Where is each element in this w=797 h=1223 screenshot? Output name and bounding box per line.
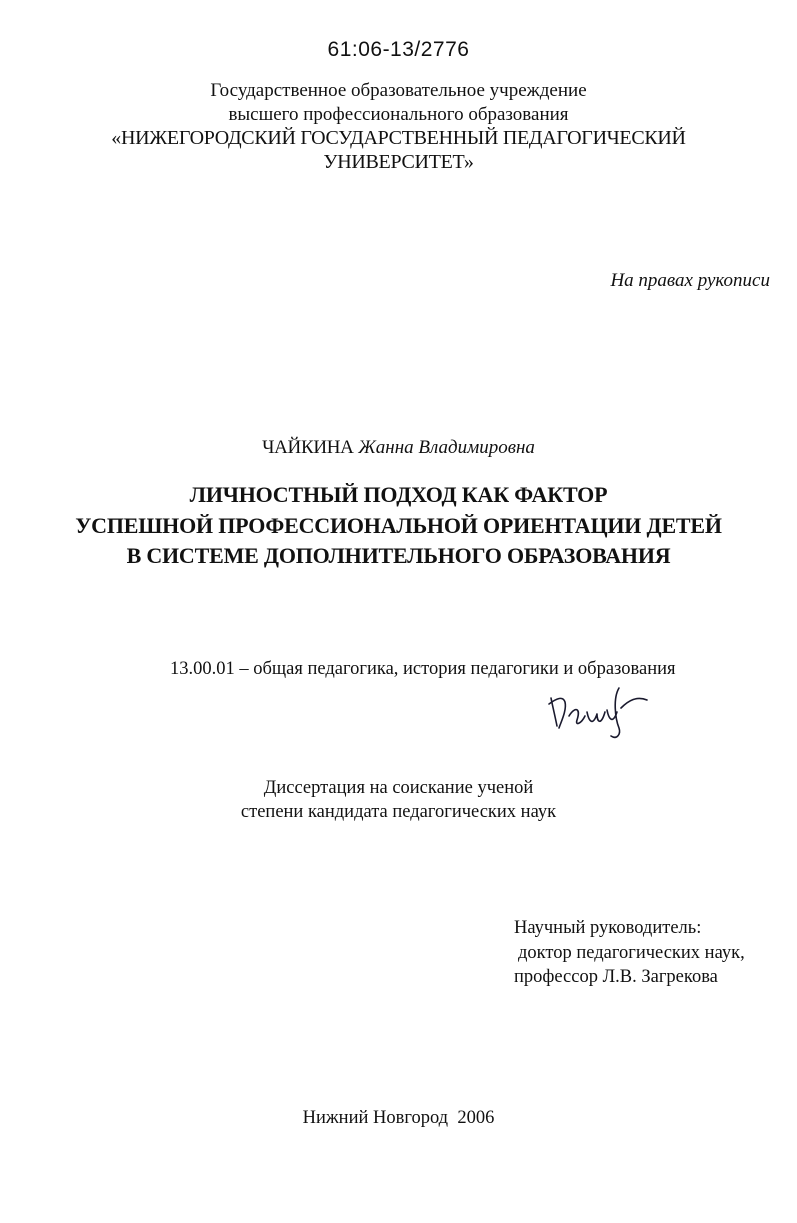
supervisor-degree: доктор педагогических наук, (518, 943, 745, 963)
institution-line-1: Государственное образовательное учреждение (210, 80, 587, 101)
institution-line-4: УНИВЕРСИТЕТ» (323, 151, 474, 173)
institution-line-2: высшего профессионального образования (228, 104, 569, 125)
supervisor-name: профессор Л.В. Загрекова (514, 967, 718, 987)
specialty-code: 13.00.01 – общая педагогика, история педагогики и образования (170, 659, 676, 679)
author-surname: ЧАЙКИНА (262, 437, 354, 458)
handwritten-signature (545, 678, 655, 742)
title-line-1: ЛИЧНОСТНЫЙ ПОДХОД КАК ФАКТОР (189, 482, 608, 507)
supervisor-label: Научный руководитель: (514, 918, 702, 938)
title-line-2: УСПЕШНОЙ ПРОФЕССИОНАЛЬНОЙ ОРИЕНТАЦИИ ДЕТЕЙ (75, 513, 722, 538)
catalog-number: 61:06-13/2776 (327, 38, 470, 61)
title-line-3: В СИСТЕМЕ ДОПОЛНИТЕЛЬНОГО ОБРАЗОВАНИЯ (126, 543, 671, 568)
author (0, 437, 797, 459)
city: Нижний Новгород (302, 1108, 449, 1128)
institution-line-3: «НИЖЕГОРОДСКИЙ ГОСУДАРСТВЕННЫЙ ПЕДАГОГИЧЕСКИЙ (111, 127, 686, 149)
author-given-names: Жанна Владимировна (358, 437, 535, 458)
dissertation-line-1: Диссертация на соискание ученой (263, 778, 534, 798)
rights-note: На правах рукописи (610, 270, 770, 291)
dissertation-line-2: степени кандидата педагогических наук (240, 802, 557, 822)
place-and-year (0, 1108, 797, 1129)
year: 2006 (457, 1108, 495, 1128)
